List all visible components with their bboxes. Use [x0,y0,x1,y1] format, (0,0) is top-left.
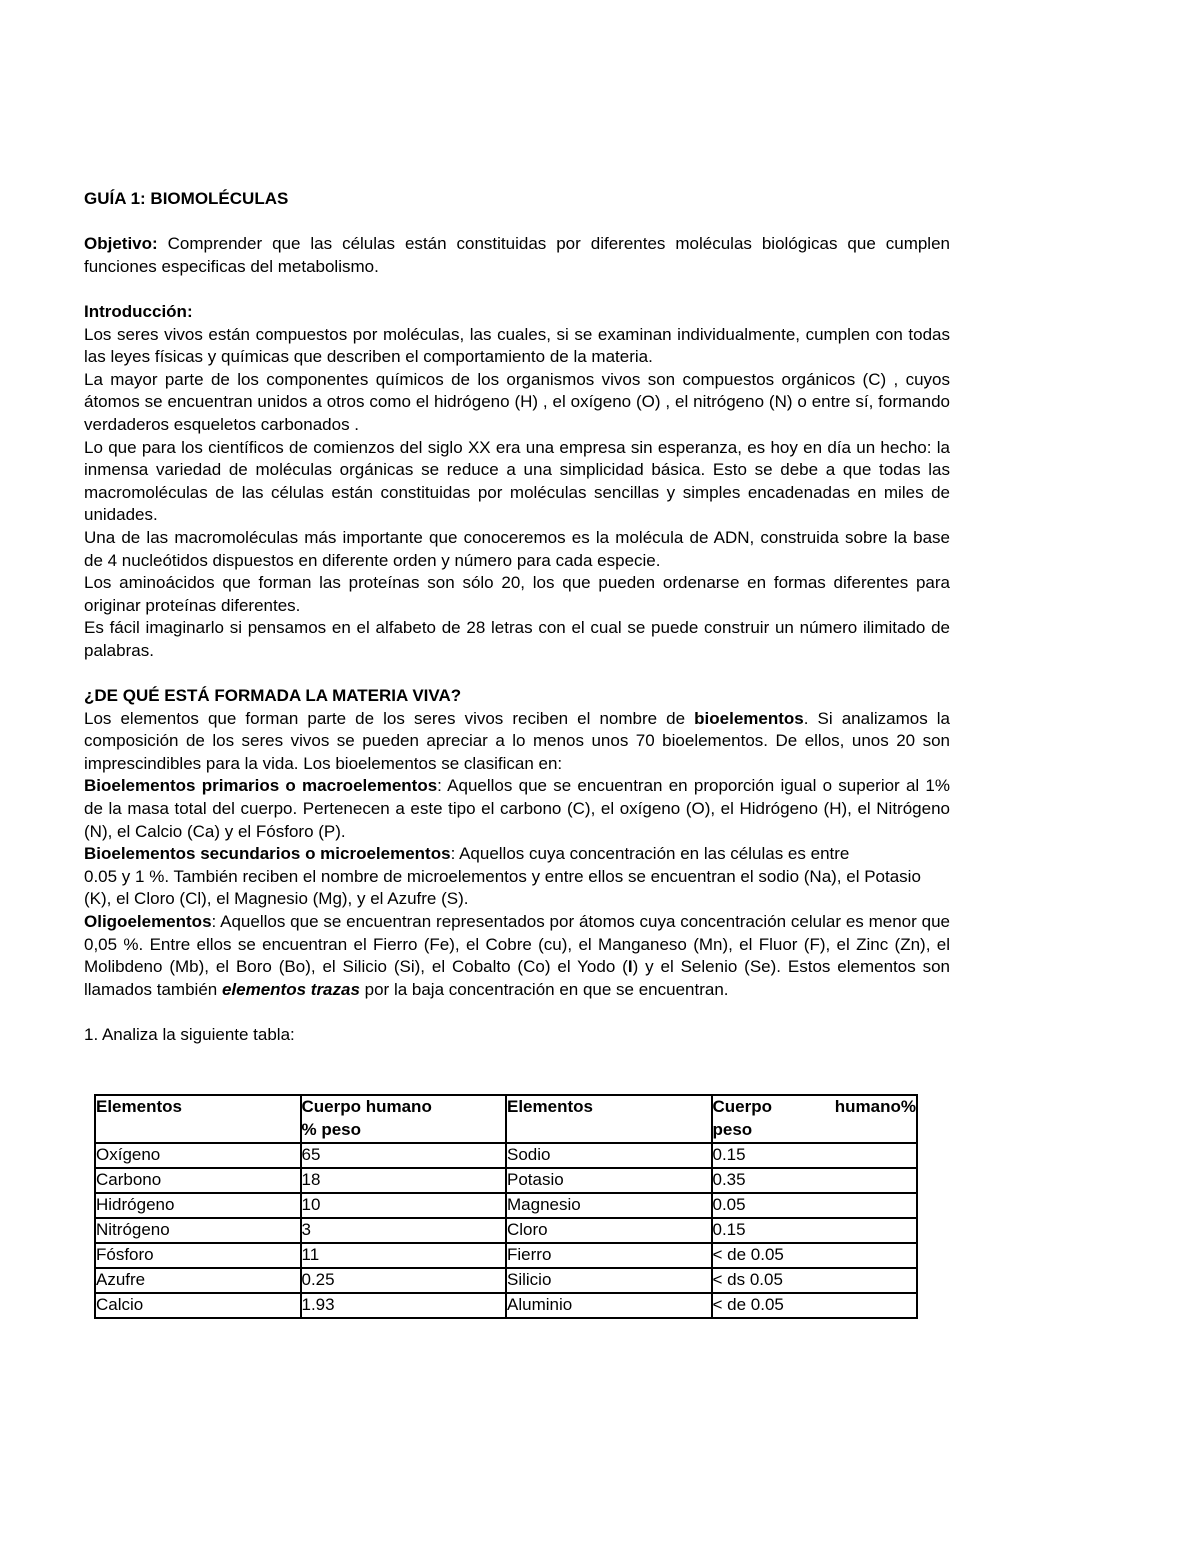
table-row [95,1143,917,1168]
table-cell: 18 [301,1168,507,1193]
table-cell: < de 0.05 [712,1293,918,1318]
objective-text: Comprender que las células están constituidas por diferentes moléculas biológicas que cumplen funciones especificas del metabolismo. [84,234,950,276]
table-cell: 0.35 [712,1168,918,1193]
table-cell: Sodio [506,1143,712,1168]
objective-paragraph [84,233,950,278]
secondary-bioelements-text: : Aquellos cuya concentración en las células es entre [450,844,850,864]
table-cell: Azufre [95,1268,301,1293]
primary-bioelements-text: : Aquellos que se encuentran en proporción igual o superior al 1% de la masa total del cuerpo. Pertenecen a este tipo el carbono (C), el oxígeno (O), el Hidrógeno (H), el Nitrógeno (N), el Calcio (Ca) y el Fósforo (P). [84,776,950,841]
table-cell: < de 0.05 [712,1243,918,1268]
elements-table [94,1094,918,1319]
table-cell: Fierro [506,1243,712,1268]
header-body-percent-1-line1: Cuerpo humano [301,1097,432,1116]
table-cell: < ds 0.05 [712,1268,918,1293]
secondary-bioelements-continued: 0.05 y 1 %. También reciben el nombre de microelementos y entre ellos se encuentran el sodio (Na), el Potasio (K), el Cloro (Cl), el Magnesio (Mg), y el Azufre (S). [84,866,921,909]
table-cell: 3 [301,1218,507,1243]
intro-paragraph-6: Es fácil imaginarlo si pensamos en el alfabeto de 28 letras con el cual se puede construir un número ilimitado de palabras. [84,618,950,660]
header-elements-1: Elementos [95,1095,301,1143]
oligoelements-text-3: por la baja concentración en que se encuentran. [359,979,729,999]
primary-bioelements-paragraph [84,775,950,843]
header-body-percent-2-line2: peso [712,1119,753,1139]
table-cell: Hidrógeno [95,1193,301,1218]
document-title: GUÍA 1: BIOMOLÉCULAS [84,189,289,208]
table-cell: Carbono [95,1168,301,1193]
table-cell: 0.15 [712,1218,918,1243]
secondary-bioelements-paragraph [84,843,950,866]
header-body-percent-2-left: Cuerpo [712,1097,772,1116]
oligoelements-paragraph [84,911,950,1001]
header-body-percent-2-right: humano% [834,1097,916,1116]
table-cell: Oxígeno [95,1143,301,1168]
table-row [95,1293,917,1318]
header-body-percent-2-line1 [713,1096,917,1119]
header-body-percent-1-line2: % peso [301,1119,362,1139]
table-cell: 10 [301,1193,507,1218]
table-cell: Silicio [506,1268,712,1293]
bioelements-intro-before: Los elementos que forman parte de los seres vivos reciben el nombre de [84,708,695,728]
table-cell: Fósforo [95,1243,301,1268]
oligoelements-label: Oligoelementos [84,912,212,931]
living-matter-heading: ¿DE QUÉ ESTÁ FORMADA LA MATERIA VIVA? [84,686,462,706]
header-body-percent-1 [301,1095,507,1143]
primary-bioelements-label: Bioelementos primarios o macroelementos [84,776,438,796]
table-cell: Potasio [506,1168,712,1193]
table-cell: Magnesio [506,1193,712,1218]
table-instruction: 1. Analiza la siguiente tabla: [84,1024,295,1044]
table-cell: 65 [301,1143,507,1168]
table-cell: Cloro [506,1218,712,1243]
trace-elements-term: elementos trazas [221,979,360,999]
intro-paragraph-2: La mayor parte de los componentes químicos de los organismos vivos son compuestos orgánicos (C) , cuyos átomos se encuentran unidos a otros como el hidrógeno (H) , el oxígeno (O) , el nitrógeno (N) o entre sí, formando verdaderos esqueletos carbonados . [84,369,950,434]
table-cell: Aluminio [506,1293,712,1318]
table-row [95,1218,917,1243]
bioelements-intro-after: . Si analizamos la composición de los seres vivos se pueden apreciar a lo menos unos 70 bioelementos. De ellos, unos 20 son imprescindibles para la vida. Los bioelementos se clasifican en: [84,708,950,773]
oligoelements-yodo: I [627,957,633,977]
table-row [95,1243,917,1268]
table-row [95,1193,917,1218]
table-row [95,1268,917,1293]
intro-paragraph-1: Los seres vivos están compuestos por moléculas, las cuales, si se examinan individualmente, cumplen con todas las leyes físicas y químicas que describen el comportamiento de la materia. [84,324,950,367]
table-cell: Nitrógeno [95,1218,301,1243]
oligoelements-text: : Aquellos que se encuentran representados por átomos cuya concentración celular es menor que 0,05 %. Entre ellos se encuentran el Fierro (Fe), el Cobre (cu), el Manganeso (Mn), el Fluor (F), el Zinc (Zn), el Molibdeno (Mb), el Boro (Bo), el Silicio (Si), el Cobalto (Co) el Yodo ( [84,912,950,977]
intro-paragraph-3: Lo que para los científicos de comienzos del siglo XX era una empresa sin esperanza, es hoy en día un hecho: la inmensa variedad de moléculas orgánicas se reduce a una simplicidad básica. Esto se debe a que todas las macromoléculas de las células están constituidas por moléculas sencillas y simples encadenadas en miles de unidades. [84,437,950,525]
intro-heading: Introducción: [84,301,193,321]
table-cell: 0.15 [712,1143,918,1168]
intro-paragraph-4: Una de las macromoléculas más importante que conoceremos es la molécula de ADN, construida sobre la base de 4 nucleótidos dispuestos en diferente orden y número para cada especie. [84,527,950,570]
table-header-row [95,1095,917,1143]
table-row [95,1168,917,1193]
header-elements-2: Elementos [506,1095,712,1143]
intro-paragraph-5: Los aminoácidos que forman las proteínas son sólo 20, los que pueden ordenarse en formas diferentes para originar proteínas diferentes. [84,573,950,615]
oligoelements-text-2: ) y el Selenio (Se). Estos elementos son llamados también [84,957,950,999]
table-cell: 0.25 [301,1268,507,1293]
table-cell: Calcio [95,1293,301,1318]
bioelements-intro [84,708,950,776]
secondary-bioelements-label: Bioelementos secundarios o microelementos [84,844,451,864]
table-cell: 0.05 [712,1193,918,1218]
table-cell: 11 [301,1243,507,1268]
document-body [84,188,950,1047]
header-body-percent-2 [712,1095,918,1143]
bioelements-term: bioelementos [694,708,804,728]
table-cell: 1.93 [301,1293,507,1318]
objective-label: Objetivo: [84,234,158,254]
